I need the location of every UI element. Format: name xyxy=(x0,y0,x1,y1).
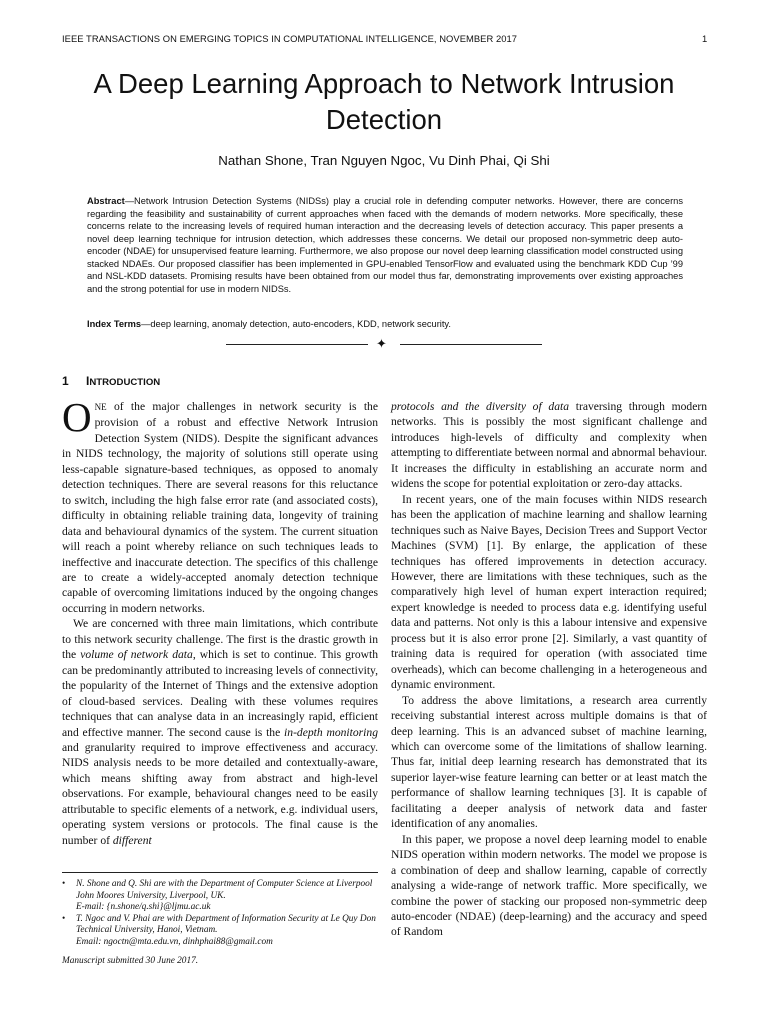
separator-line-left xyxy=(226,344,368,345)
smallcaps-lead: NE xyxy=(94,402,107,412)
drop-cap: O xyxy=(62,394,92,440)
paragraph-2 xyxy=(62,616,378,848)
separator-line-right xyxy=(400,344,542,345)
running-head: IEEE TRANSACTIONS ON EMERGING TOPICS IN COMPUTATIONAL INTELLIGENCE, NOVEMBER 2017 xyxy=(62,33,518,44)
footnote-2-line-1: T. Ngoc and V. Phai are with Department of Information Security at Le Quy Don Technical University, Hanoi, Vietnam. xyxy=(76,913,376,936)
paragraph-5: To address the above limitations, a research area currently receiving substantial interest across multiple domains is that of deep learning. This is an advanced subset of machine learning, which can overcome some of the limitations of shallow learning. Thus far, initial deep learning research has demonstrated that its superior layer-wise feature learning can better or at least match the performance of shallow learning techniques [3]. It is capable of facilitating a deeper analysis of network data and faster identification of any anomalies. xyxy=(391,693,707,831)
abstract xyxy=(87,195,683,295)
footnote-rule xyxy=(62,872,378,873)
footnote-1-line-1: N. Shone and Q. Shi are with the Department of Computer Science at Liverpool John Moores University, Liverpool, UK. xyxy=(76,879,373,901)
index-terms xyxy=(87,318,683,331)
bullet-icon: • xyxy=(62,913,66,924)
page-number: 1 xyxy=(702,33,708,44)
paragraph-4: In recent years, one of the main focuses within NIDS research has been the application of machine learning and shallow learning techniques such as Naive Bayes, Decision Trees and Support Vector Machines (SVM) [1]. By enlarge, the application of these techniques has offered improvements in detection accuracy. However, there are limitations with these techniques, such as the comparatively high level of human expert interaction required; expert knowledge is needed to process data e.g. identifying useful data and patterns. Not only is this a labour intensive and expensive process but it is also error prone [2]. Similarly, a vast quantity of training data is required for operation (with associated time overheads), which can become challenging in a heterogeneous and dynamic environment. xyxy=(391,492,707,692)
footnote-2 xyxy=(62,914,378,949)
separator-diamond-icon: ✦ xyxy=(376,336,387,351)
abstract-text: —Network Intrusion Detection Systems (NIDSs) play a crucial role in defending computer networks. However, there are concerns regarding the feasibility and sustainability of current approaches when faced with the demands of modern networks. More specifically, these concerns relate to the increasing levels of required human interaction and the decreasing levels of detection accuracy. This paper presents a novel deep learning technique for intrusion detection, which addresses these concerns. We detail our proposed non-symmetric deep auto-encoder (NDAE) for unsupervised feature learning. Furthermore, we also propose our novel deep learning classification model constructed using stacked NDAEs. Our proposed classifier has been implemented in GPU-enabled TensorFlow and evaluated using the benchmark KDD Cup ’99 and NSL-KDD datasets. Promising results have been obtained from our model thus far, demonstrating improvements over existing approaches and the strong potential for use in modern NIDSs. xyxy=(87,196,683,294)
emphasis-monitoring: in-depth monitoring xyxy=(284,725,379,739)
footnote-2-line-2: Email: ngoctn@mta.edu.vn, dinhphai88@gmail.com xyxy=(76,936,273,947)
index-terms-label: Index Terms xyxy=(87,319,142,329)
section-heading xyxy=(62,374,378,390)
paper-authors: Nathan Shone, Tran Nguyen Ngoc, Vu Dinh Phai, Qi Shi xyxy=(218,153,550,168)
left-column xyxy=(62,374,378,848)
paragraph-2-text-a: We are concerned with three main limitations, which contribute to this network security challenge. The first is the drastic growth in the xyxy=(62,617,378,662)
footnotes xyxy=(62,872,378,976)
emphasis-protocols: protocols and the diversity of data xyxy=(391,400,570,413)
paragraph-1-text: of the major challenges in network security is the provision of a robust and effective Network Intrusion Detection System (NIDS). Despite the significant advances in NIDS technology, the majority of solutions still operate using less-capable signature-based techniques, as opposed to anomaly detection techniques. There are several reasons for this reluctance to switch, including the high false error rate (and associated costs), difficulty in obtaining reliable training data, longevity of training data and behavioural dynamics of the system. The current situation will reach a point whereby reliance on such techniques leads to ineffective and inaccurate detection. The specifics of this challenge are to create a widely-accepted anomaly detection technique capable of overcoming limitations induced by the ongoing changes occurring in modern networks. xyxy=(62,400,378,615)
paragraph-2-text-b: , which is set to continue. This growth can be predominantly attributed to increasing levels of connectivity, the popularity of the Internet of Things and the extensive adoption of cloud-based services. Dealing with these volumes requires techniques that can analyse data in an increasingly rapid, efficient and effective manner. The second cause is the xyxy=(62,648,379,739)
paragraph-3-text: traversing through modern networks. This is possibly the most significant challenge and introduces high-levels of difficulty and complexity when attempting to differentiate between normal and abnormal behaviour. It increases the difficulty in establishing an accurate norm and widens the scope for potential exploitation or zero-day attacks. xyxy=(391,400,707,491)
bullet-icon: • xyxy=(62,879,66,889)
section-title-rest: NTRODUCTION xyxy=(89,377,161,388)
index-terms-text: —deep learning, anomaly detection, auto-encoders, KDD, network security. xyxy=(141,319,451,329)
paragraph-3 xyxy=(391,399,707,492)
section-separator xyxy=(226,336,542,351)
emphasis-volume: volume of network data xyxy=(80,648,193,662)
footnote-1 xyxy=(62,879,378,914)
manuscript-note: Manuscript submitted 30 June 2017. xyxy=(62,955,199,966)
paragraph-6: In this paper, we propose a novel deep learning model to enable NIDS operation within modern networks. The model we propose is a combination of deep and shallow learning, capable of correctly analysing a wide-range of network traffic. More specifically, we combine the power of stacking our proposed non-symmetric deep auto-encoder (NDAE) (deep-learning) and the accuracy and speed of Random xyxy=(391,832,707,939)
paper-title: A Deep Learning Approach to Network Intrusion Detection xyxy=(93,68,675,135)
emphasis-different: different xyxy=(112,833,152,847)
paragraph-1 xyxy=(62,394,378,616)
abstract-label: Abstract xyxy=(87,196,125,206)
section-number: 1 xyxy=(62,374,69,388)
section-title-initial: I xyxy=(86,374,90,388)
footnote-1-line-2: E-mail: {n.shone/q.shi}@ljmu.ac.uk xyxy=(76,902,211,913)
paragraph-2-text-c: and granularity required to improve effectiveness and accuracy. NIDS analysis needs to be more detailed and contextually-aware, which means shifting away from abstract and high-level observations. For example, behavioural changes need to be easily attributable to specific elements of a network, e.g. individual users, operating system versions or protocols. The final cause is the number of xyxy=(62,740,378,847)
right-column xyxy=(391,399,707,940)
